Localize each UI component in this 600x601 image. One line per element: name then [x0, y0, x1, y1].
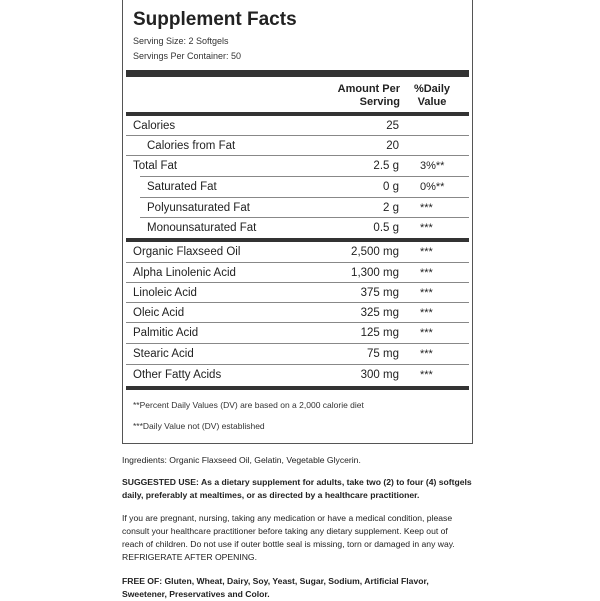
table-row: [126, 283, 469, 303]
row-amount: 2 g: [383, 202, 399, 214]
footnote-percent-dv: **Percent Daily Values (DV) are based on a 2,000 calorie diet: [133, 400, 364, 410]
table-row: [126, 198, 469, 218]
row-daily-value: 0%**: [420, 181, 445, 193]
suggested-use-body: As a dietary supplement for adults, take two (2) to four (4) softgels daily, preferably at mealtimes, or as directed by a healthcare practitioner.: [122, 477, 472, 500]
row-daily-value: ***: [420, 202, 433, 214]
row-amount: 0 g: [383, 181, 399, 193]
row-daily-value: ***: [420, 327, 433, 339]
table-row: [126, 303, 469, 323]
table-row: [126, 263, 469, 283]
row-label: Total Fat: [133, 160, 178, 172]
row-daily-value: ***: [420, 307, 433, 319]
row-label: Calories: [133, 120, 176, 132]
row-amount: 0.5 g: [373, 222, 399, 234]
table-row: [126, 344, 469, 364]
row-daily-value: 3%**: [420, 160, 445, 172]
row-amount: 375 mg: [360, 287, 399, 299]
suggested-use-heading: SUGGESTED USE:: [122, 477, 199, 487]
row-label: Oleic Acid: [133, 307, 185, 319]
row-label: Palmitic Acid: [133, 327, 199, 339]
serving-size: Serving Size: 2 Softgels: [133, 36, 229, 46]
header-dv-line1: %Daily: [413, 83, 451, 95]
row-amount: 20: [386, 140, 399, 152]
row-amount: 75 mg: [367, 348, 399, 360]
row-amount: 1,300 mg: [351, 267, 399, 279]
header-dv-line2: Value: [417, 96, 447, 108]
table-row: [126, 323, 469, 343]
warning-line: If you are pregnant, nursing, taking any medication or have a medical condition, please: [122, 513, 453, 523]
header-daily-value: [408, 83, 456, 109]
ingredients-text: Ingredients: Organic Flaxseed Oil, Gelatin, Vegetable Glycerin.: [122, 455, 361, 465]
row-amount: 125 mg: [360, 327, 399, 339]
thick-rule-bottom: [126, 386, 469, 390]
row-label: Linoleic Acid: [133, 287, 197, 299]
refrigerate-note: REFRIGERATE AFTER OPENING.: [122, 552, 257, 562]
table-row: [126, 116, 469, 136]
row-daily-value: ***: [420, 348, 433, 360]
thick-rule-top: [126, 70, 469, 77]
row-amount: 325 mg: [360, 307, 399, 319]
header-amount-per-serving: [310, 83, 400, 109]
row-daily-value: ***: [420, 267, 433, 279]
free-of-text: FREE OF: Gluten, Wheat, Dairy, Soy, Yeast, Sugar, Sodium, Artificial Flavor, Sweetener, Preservatives and Color.: [122, 576, 429, 599]
servings-per-container: Servings Per Container: 50: [133, 51, 242, 61]
panel-title: Supplement Facts: [133, 9, 297, 30]
row-amount: 25: [386, 120, 399, 132]
row-label: Other Fatty Acids: [133, 369, 222, 381]
row-label: Organic Flaxseed Oil: [133, 246, 241, 258]
row-label: Monounsaturated Fat: [147, 222, 257, 234]
table-row: [126, 136, 469, 156]
row-label: Stearic Acid: [133, 348, 194, 360]
warning-line: consult your healthcare practitioner before taking any dietary supplement. Keep out of: [122, 526, 448, 536]
row-label: Calories from Fat: [147, 140, 236, 152]
warning-text: [122, 512, 472, 564]
header-amount-line1: Amount Per: [337, 83, 400, 95]
suggested-use-text: [122, 476, 472, 502]
row-daily-value: ***: [420, 246, 433, 258]
row-label: Saturated Fat: [147, 181, 217, 193]
header-amount-line2: Serving: [359, 96, 400, 108]
row-amount: 2,500 mg: [351, 246, 399, 258]
table-row: [126, 242, 469, 262]
row-label: Polyunsaturated Fat: [147, 202, 250, 214]
table-row: [126, 177, 469, 197]
row-daily-value: ***: [420, 369, 433, 381]
row-daily-value: ***: [420, 222, 433, 234]
row-label: Alpha Linolenic Acid: [133, 267, 236, 279]
footnote-dv-not-established: ***Daily Value not (DV) established: [133, 421, 265, 431]
row-daily-value: ***: [420, 287, 433, 299]
row-amount: 2.5 g: [373, 160, 399, 172]
table-row: [126, 365, 469, 385]
table-row: [126, 156, 469, 176]
table-row: [126, 218, 469, 238]
row-amount: 300 mg: [360, 369, 399, 381]
warning-line: reach of children. Do not use if outer bottle seal is missing, torn or damaged in any way.: [122, 539, 455, 549]
